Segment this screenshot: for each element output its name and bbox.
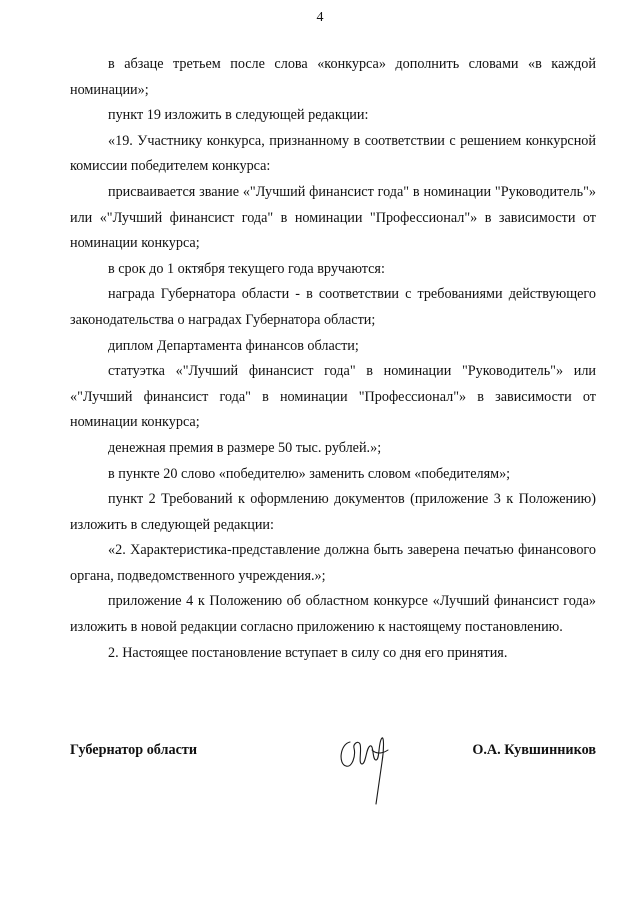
signature-block: [70, 720, 596, 810]
paragraph-amendment-3rd-abzac: в абзаце третьем после слова «конкурса» дополнить словами «в каждой номинации»;: [70, 56, 596, 98]
paragraph-cash-prize: денежная премия в размере 50 тыс. рублей.»;: [108, 439, 382, 456]
paragraph-effective-date: 2. Настоящее постановление вступает в силу со дня его принятия.: [108, 644, 508, 661]
page-number: 4: [316, 10, 324, 25]
paragraph-governor-award: награда Губернатора области - в соответствии с требованиями действующего законодательства о наградах Губернатора области;: [70, 286, 596, 328]
signatory-name: О.А. Кувшинников: [472, 742, 596, 758]
handwritten-signature: [332, 720, 402, 806]
paragraph-item-19-intro: пункт 19 изложить в следующей редакции:: [108, 107, 369, 124]
paragraph-item-20: в пункте 20 слово «победителю» заменить словом «победителям»;: [108, 465, 511, 482]
paragraph-requirements-item-2: пункт 2 Требований к оформлению документов (приложение 3 к Положению) изложить в следующей редакции:: [70, 491, 596, 533]
paragraph-characteristic: «2. Характеристика-представление должна быть заверена печатью финансового органа, подведомственного учреждения.»;: [70, 542, 596, 584]
paragraph-statuette: статуэтка «"Лучший финансист года" в номинации "Руководитель"» или «"Лучший финансист года" в номинации "Профессионал"» в зависимости от номинации конкурса;: [70, 363, 596, 431]
document-body: [70, 52, 596, 666]
paragraph-diploma: диплом Департамента финансов области;: [108, 337, 359, 354]
paragraph-item-19-text: «19. Участнику конкурса, признанному в соответствии с решением конкурсной комиссии победителем конкурса:: [70, 132, 596, 175]
signatory-title: Губернатор области: [70, 742, 198, 758]
paragraph-deadline: в срок до 1 октября текущего года вручаются:: [108, 260, 385, 277]
paragraph-appendix-4: приложение 4 к Положению об областном конкурсе «Лучший финансист года» изложить в новой редакции согласно приложению к настоящему постановлению.: [70, 593, 596, 636]
paragraph-title-award: присваивается звание «"Лучший финансист года" в номинации "Руководитель"» или «"Лучший финансист года" в номинации "Профессионал"» в зависимости от номинации конкурса;: [70, 183, 596, 252]
